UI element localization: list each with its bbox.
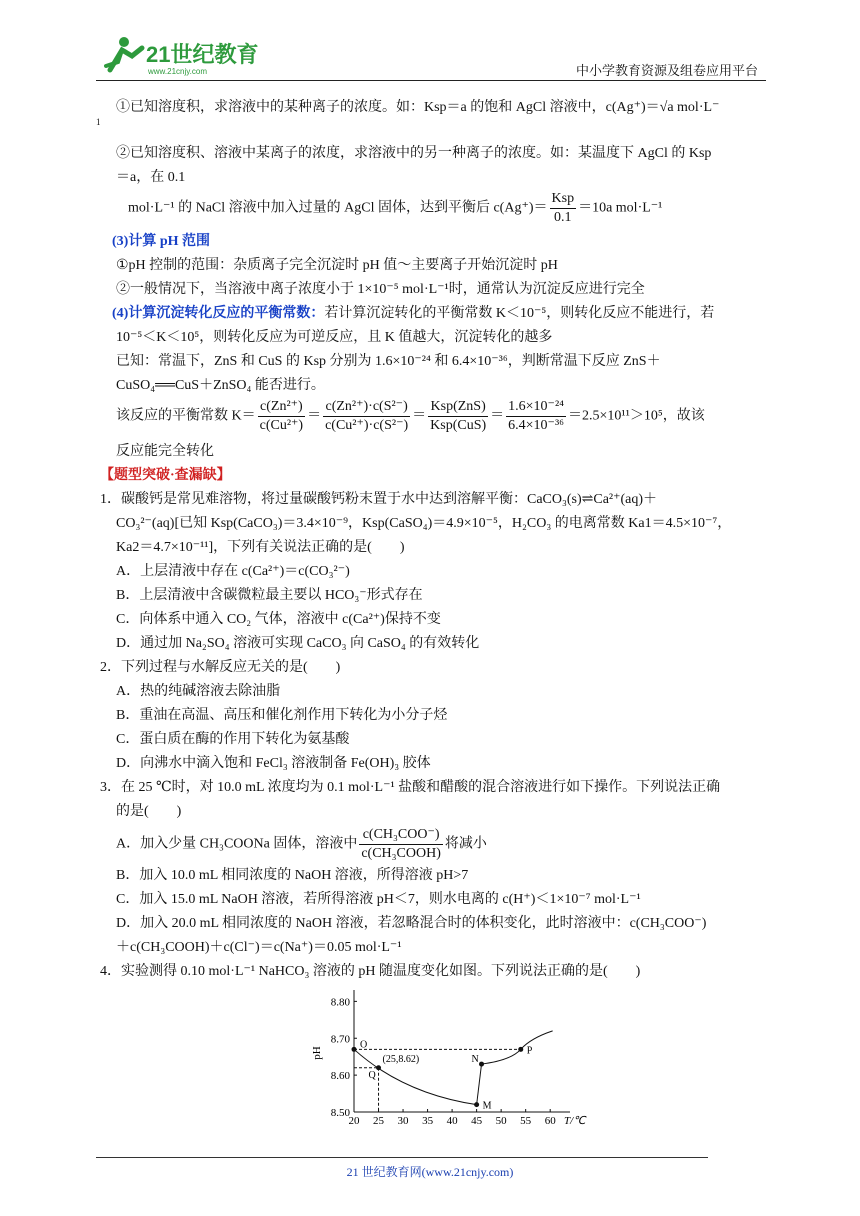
text-line: 1 — [96, 117, 101, 127]
x-tick-label: 55 — [520, 1115, 532, 1127]
option: D．加入 20.0 mL 相同浓度的 NaOH 溶液，若忽略混合时的体积变化，此时溶液中：c(CH₃COO⁻) — [116, 916, 707, 931]
x-tick-label: 35 — [422, 1115, 434, 1127]
section-heading: 【题型突破·查漏缺】 — [100, 468, 231, 483]
y-tick-label: 8.70 — [330, 1033, 350, 1046]
text-line: 的是( ) — [116, 804, 182, 819]
point-label: M — [482, 1100, 492, 1112]
fraction: $\frac{\text{c(Zn²⁺)}}{\text{c(Cu²⁺)}}$ — [259, 399, 304, 433]
text-line: (4)计算沉淀转化反应的平衡常数：若计算沉淀转化的平衡常数 K＜10⁻⁵，则转化反应不能进行，若 — [112, 306, 715, 321]
data-point — [474, 1102, 479, 1107]
footer-text: 21 世纪教育网(www.21cnjy.com) — [346, 1165, 514, 1179]
option: C．向体系中通入 CO₂ 气体，溶液中 c(Ca²⁺)保持不变 — [116, 612, 441, 627]
data-point — [376, 1065, 381, 1070]
option: A．加入少量 CH₃COONa 固体，溶液中 $\frac{\text{c(CH₃COO⁻)}}{\text{c(CH₃COOH)}}$ 将减小 — [116, 827, 487, 861]
platform-label: 中小学教育资源及组卷应用平台 — [575, 63, 758, 78]
ph-temperature-chart — [310, 984, 586, 1130]
point-label: P — [526, 1045, 533, 1057]
text-line: ＋c(CH₃COOH)＋c(Cl⁻)＝c(Na⁺)＝0.05 mol·L⁻¹ — [116, 940, 402, 955]
question-2: 2．下列过程与水解反应无关的是( ) — [100, 660, 341, 675]
point-label: O — [360, 1039, 368, 1051]
x-tick-label: 45 — [471, 1115, 483, 1127]
data-point — [518, 1047, 523, 1052]
option: B．上层清液中含碳微粒最主要以 HCO₃⁻形式存在 — [116, 588, 423, 603]
text-line: ②已知溶度积、溶液中某离子的浓度，求溶液中的另一种离子的浓度。如：某温度下 AgCl 的 Ksp — [116, 146, 712, 161]
series-line — [477, 1064, 482, 1105]
x-tick-label: 30 — [397, 1115, 409, 1127]
text-line: ①pH 控制的范围：杂质离子完全沉淀时 pH 值～主要离子开始沉淀时 pH — [116, 258, 558, 273]
svg-text:21世纪教育: 21世纪教育 — [146, 42, 259, 67]
point-annotation: (25,8.62) — [382, 1053, 420, 1065]
header-divider — [96, 80, 766, 81]
equation-line: 该反应的平衡常数 K＝ $\frac{\text{c(Zn²⁺)}}{\text{c(Cu²⁺)}}$ ＝ $\frac{\text{c(Zn²⁺)·c(S²⁻)}}{\text{c(Cu²⁺)·c(S²⁻)}}$ ＝ $\frac{\text{Ksp(ZnS)}}{\text{Ksp(CuS)}}$ ＝ $\frac{\text{1.6×10⁻²⁴}}{\text{6.4×10⁻³⁶}}$ ＝2.5×10¹¹＞10⁵，故该 — [116, 399, 705, 433]
footer-divider — [96, 1157, 708, 1158]
x-tick-label: 25 — [373, 1115, 385, 1127]
text-line: Ka2＝4.7×10⁻¹¹]，下列有关说法正确的是( ) — [116, 540, 405, 555]
text-line: ＝a，在 0.1 — [116, 170, 186, 185]
point-label: N — [471, 1054, 479, 1066]
site-logo — [96, 32, 266, 78]
fraction: $\frac{\text{c(Zn²⁺)·c(S²⁻)}}{\text{c(Cu²⁺)·c(S²⁻)}}$ — [325, 399, 409, 433]
x-tick-label: 50 — [495, 1115, 507, 1127]
data-point — [479, 1062, 484, 1067]
text-line: 10⁻⁵＜K＜10⁵，则转化反应为可逆反应，且 K 值越大，沉淀转化的越多 — [116, 330, 553, 345]
series-line — [482, 1031, 553, 1064]
page-header — [96, 32, 766, 82]
y-tick-label: 8.60 — [330, 1070, 350, 1083]
option: A．热的纯碱溶液去除油脂 — [116, 684, 281, 699]
data-point — [352, 1047, 357, 1052]
point-label: Q — [368, 1069, 376, 1081]
y-tick-label: 8.50 — [330, 1107, 350, 1119]
text-line: CuSO₄══CuS＋ZnSO₄ 能否进行。 — [116, 378, 325, 393]
text-line: 已知：常温下，ZnS 和 CuS 的 Ksp 分别为 1.6×10⁻²⁴ 和 6.4×10⁻³⁶，判断常温下反应 ZnS＋ — [116, 354, 661, 369]
fraction: $\frac{\text{Ksp(ZnS)}}{\text{Ksp(CuS)}}$ — [430, 399, 487, 433]
option: C．蛋白质在酶的作用下转化为氨基酸 — [116, 732, 350, 747]
option: A．上层清液中存在 c(Ca²⁺)＝c(CO₃²⁻) — [116, 564, 350, 579]
section-heading: (3)计算 pH 范围 — [112, 234, 210, 249]
text-line: CO₃²⁻(aq)[已知 Ksp(CaCO₃)＝3.4×10⁻⁹，Ksp(CaSO₄)＝4.9×10⁻⁵，H₂CO₃ 的电离常数 Ka1＝4.5×10⁻⁷， — [116, 516, 732, 531]
option: D．通过加 Na₂SO₄ 溶液可实现 CaCO₃ 向 CaSO₄ 的有效转化 — [116, 636, 480, 651]
y-tick-label: 8.80 — [330, 996, 350, 1009]
text-line: mol·L⁻¹ 的 NaCl 溶液中加入过量的 AgCl 固体，达到平衡后 c(Ag⁺)＝ $\frac{\text{Ksp}}{0.1}$ ＝10a mol·L⁻¹ — [128, 191, 663, 225]
option: C．加入 15.0 mL NaOH 溶液，若所得溶液 pH＜7，则水电离的 c(H⁺)＜1×10⁻⁷ mol·L⁻¹ — [116, 892, 641, 907]
fraction: $\frac{\text{Ksp}}{0.1}$ — [551, 191, 575, 225]
x-tick-label: 20 — [348, 1115, 360, 1127]
svg-text:www.21cnjy.com: www.21cnjy.com — [148, 67, 207, 76]
question-4: 4．实验测得 0.10 mol·L⁻¹ NaHCO₃ 溶液的 pH 随温度变化如图。下列说法正确的是( ) — [100, 964, 641, 979]
x-tick-label: 60 — [544, 1115, 556, 1127]
text-line: ①已知溶度积，求溶液中的某种离子的浓度。如：Ksp＝a 的饱和 AgCl 溶液中，c(Ag⁺)＝√a mol·L⁻ — [116, 100, 720, 115]
x-axis-label: T/℃ — [564, 1115, 586, 1127]
text-line: ②一般情况下，当溶液中离子浓度小于 1×10⁻⁵ mol·L⁻¹时，通常认为沉淀反应进行完全 — [116, 282, 645, 297]
y-axis-label: pH — [311, 1046, 323, 1060]
x-tick-label: 40 — [446, 1115, 458, 1127]
question-1: 1．碳酸钙是常见难溶物，将过量碳酸钙粉末置于水中达到溶解平衡：CaCO₃(s)⇌Ca²⁺(aq)＋ — [100, 492, 658, 507]
fraction: $\frac{\text{c(CH₃COO⁻)}}{\text{c(CH₃COOH)}}$ — [361, 827, 441, 861]
text-line: 反应能完全转化 — [116, 444, 214, 459]
option: D．向沸水中滴入饱和 FeCl₃ 溶液制备 Fe(OH)₃ 胶体 — [116, 756, 431, 771]
option: B．加入 10.0 mL 相同浓度的 NaOH 溶液，所得溶液 pH>7 — [116, 868, 469, 883]
question-3: 3．在 25 ℃时，对 10.0 mL 浓度均为 0.1 mol·L⁻¹ 盐酸和醋酸的混合溶液进行如下操作。下列说法正确 — [100, 780, 721, 795]
option: B．重油在高温、高压和催化剂作用下转化为小分子烃 — [116, 708, 448, 723]
fraction: $\frac{\text{1.6×10⁻²⁴}}{\text{6.4×10⁻³⁶}}$ — [508, 399, 565, 433]
